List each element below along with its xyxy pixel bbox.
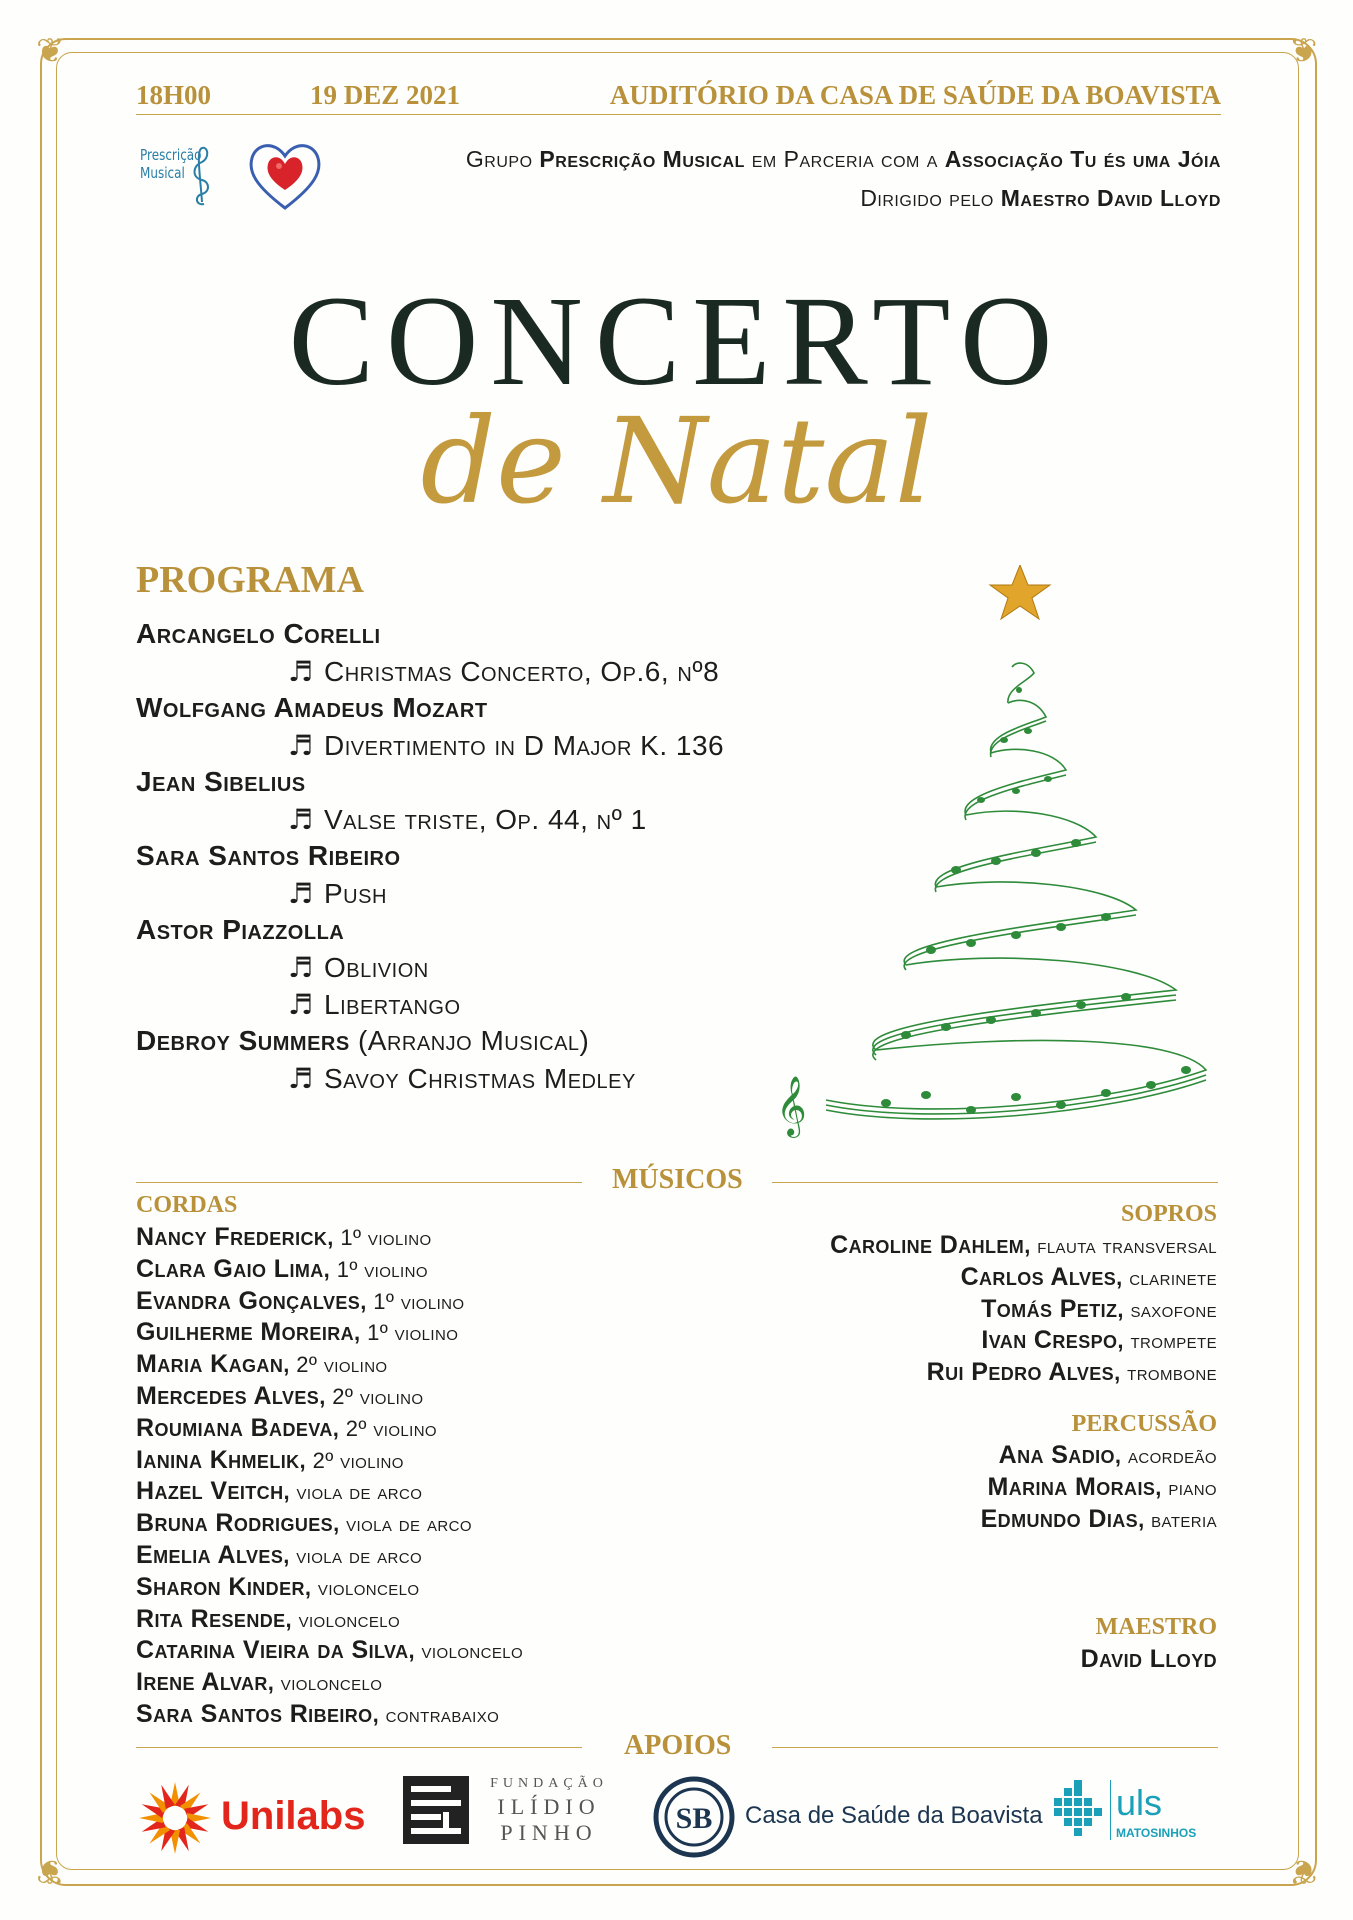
program-work: ♬ Oblivion [288,951,429,984]
prescricao-musical-logo: Prescrição Musical [140,140,210,215]
cordas-list [136,1222,523,1731]
musician-role: viola de arco [346,1511,472,1537]
program-work: ♬ Libertango [288,988,461,1021]
program-heading: PROGRAMA [136,559,364,601]
musician-name: Sara Santos Ribeiro [136,1699,373,1728]
musician-row: Sara Santos Ribeiro, contrabaixo [136,1699,500,1728]
title-main: CONCERTO [288,270,1065,412]
percussao-list [981,1440,1217,1535]
program-composer: Astor Piazzolla [136,914,345,945]
musician-row: Bruna Rodrigues, viola de arco [136,1509,472,1538]
sopros-list [830,1230,1217,1389]
musician-role: viola de arco [296,1479,423,1505]
musician-role: 1º violino [336,1256,428,1282]
musician-role: viola de arco [296,1542,423,1568]
star-icon [990,565,1050,619]
uls-matosinhos-logo [1054,1780,1224,1852]
program-work: ♬ Savoy Christmas Medley [288,1062,636,1095]
casa-saude-wordmark: Casa de Saúde da Boavista [745,1802,1043,1829]
csb-emblem-icon [653,1776,735,1858]
musician-row: Sharon Kinder, violoncelo [136,1572,420,1601]
music-staff-christmas-tree-illustration [776,565,1226,1140]
treble-clef-icon [188,144,216,208]
musician-role: violoncelo [421,1638,524,1664]
credits [466,140,1221,218]
musician-row: Marina Morais, piano [987,1472,1217,1501]
sopros-heading: SOPROS [1120,1201,1217,1227]
divider [136,1182,582,1183]
musician-name: Emelia Alves [136,1540,284,1569]
event-time: 18H00 [136,80,212,110]
cordas-heading: CORDAS [136,1192,238,1218]
musician-name: Roumiana Badeva [136,1413,333,1442]
music-note-icon: ♬ [288,951,314,984]
program-composer: Wolfgang Amadeus Mozart [136,692,488,723]
program-work: ♬ Divertimento in D Major K. 136 [288,729,725,762]
music-note-icon: ♬ [288,877,314,910]
musician-name: Clara Gaio Lima [136,1254,324,1283]
unilabs-sun-icon [137,1780,213,1856]
fundacao-ilidio-pinho-logo: FUNDAÇÃO ILÍDIO PINHO [403,1776,613,1856]
musician-role: 2º violino [332,1383,424,1409]
music-note-icon: ♬ [288,655,314,688]
musician-name: Mercedes Alves [136,1381,320,1410]
unilabs-logo [137,1780,377,1856]
musician-role: violoncelo [280,1670,383,1696]
musician-row: Emelia Alves, viola de arco [136,1540,423,1569]
event-venue: AUDITÓRIO DA CASA DE SAÚDE DA BOAVISTA [609,80,1221,110]
credits-line-2: Dirigido pelo Maestro David Lloyd [860,185,1221,211]
musician-role: 1º violino [367,1320,459,1346]
musician-role: bateria [1151,1506,1217,1532]
uls-pixel-icon [1054,1780,1102,1840]
musician-row: Nancy Frederick, 1º violino [136,1223,432,1251]
musician-row: Rita Resende, violoncelo [136,1604,401,1633]
musician-row: Roumiana Badeva, 2º violino [136,1413,437,1442]
musician-name: Maria Kagan [136,1350,284,1379]
musician-row: Evandra Gonçalves, 1º violino [136,1286,465,1315]
musician-name: Marina Morais [987,1472,1156,1501]
uls-wordmark: uls [1116,1782,1163,1823]
musician-role: piano [1168,1474,1217,1500]
musician-role: clarinete [1129,1264,1217,1290]
program-composer: Jean Sibelius [136,766,306,797]
maestro-name: David Lloyd [1080,1645,1217,1673]
musician-name: Guilherme Moreira [136,1318,355,1347]
program-composer: Debroy Summers (Arranjo Musical) [136,1025,590,1056]
musician-row: Irene Alvar, violoncelo [136,1668,383,1697]
musician-row: Clara Gaio Lima, 1º violino [136,1254,428,1283]
divider [772,1747,1218,1748]
musicians-heading: MÚSICOS [612,1164,743,1195]
program-work: ♬ Push [288,877,387,910]
musician-row: Carlos Alves, clarinete [960,1262,1217,1291]
program-list [136,618,724,1099]
musician-role: 2º violino [296,1352,388,1378]
corner-ornament-icon: ❦ [1288,31,1317,71]
musician-name: Ianina Khmelik [136,1445,300,1474]
musician-role: 1º violino [373,1288,465,1314]
maestro-name-row [1081,1644,1217,1676]
event-date: 19 DEZ 2021 [310,80,461,110]
divider [772,1182,1218,1183]
musician-role: trombone [1127,1360,1217,1386]
musician-role: flauta transversal [1037,1233,1217,1258]
treble-clef-icon: 𝄞 [776,1076,807,1136]
musician-row: Guilherme Moreira, 1º violino [136,1318,459,1347]
title-sub: de Natal [420,392,933,530]
casa-saude-boavista-logo [653,1776,1043,1858]
corner-ornament-icon: ❦ [36,31,65,71]
musician-name: Ivan Crespo [981,1326,1118,1355]
svg-text:SB: SB [675,1802,713,1835]
musician-name: Bruna Rodrigues [136,1509,334,1538]
musician-role: acordeão [1127,1443,1217,1468]
musician-name: Tomás Petiz [981,1294,1118,1323]
music-note-icon: ♬ [288,988,314,1021]
program-work: ♬ Valse triste, Op. 44, nº 1 [288,803,647,836]
musician-row: Ivan Crespo, trompete [981,1326,1217,1355]
musician-name: Rita Resende [136,1604,286,1633]
musician-name: Ana Sadio [998,1441,1115,1469]
program-composer: Sara Santos Ribeiro [136,840,401,871]
musician-row: Mercedes Alves, 2º violino [136,1381,424,1410]
musician-name: Irene Alvar [136,1668,268,1697]
musician-row: Edmundo Dias, bateria [980,1504,1217,1533]
musician-name: Hazel Veitch [136,1477,284,1506]
musician-role: violoncelo [317,1574,420,1600]
music-note-icon: ♬ [288,803,314,836]
musician-name: Rui Pedro Alves [926,1358,1115,1387]
musician-role: contrabaixo [385,1701,500,1727]
musician-name: Evandra Gonçalves [136,1286,361,1315]
musician-row: Caroline Dahlem, flauta transversal [830,1231,1217,1259]
event-info-bar [136,78,1221,115]
corner-ornament-icon: ❦ [1288,1851,1317,1891]
musician-role: trompete [1130,1328,1217,1354]
musician-role: saxofone [1130,1296,1217,1322]
apoios-heading: APOIOS [624,1730,732,1761]
credits-line-1: Grupo Prescrição Musical em Parceria com a Associação Tu és uma Jóia [465,146,1221,172]
program-composer: Arcangelo Corelli [136,618,381,649]
musician-row: Ianina Khmelik, 2º violino [136,1445,404,1474]
musician-name: Carlos Alves [960,1262,1117,1291]
musician-role: 2º violino [345,1415,437,1441]
maestro-heading: MAESTRO [1095,1614,1217,1640]
fip-mark-icon [403,1776,469,1844]
musician-name: Caroline Dahlem [830,1231,1025,1259]
musician-role: 2º violino [312,1447,404,1473]
musician-role: 1º violino [340,1225,432,1250]
musician-name: Nancy Frederick [136,1223,328,1251]
musician-role: violoncelo [298,1606,401,1632]
musician-name: Catarina Vieira da Silva [136,1636,409,1665]
divider [136,1747,582,1748]
musician-name: Edmundo Dias [980,1504,1139,1533]
musician-row: Rui Pedro Alves, trombone [926,1358,1217,1387]
percussao-heading: PERCUSSÃO [1071,1411,1217,1437]
musician-row: Catarina Vieira da Silva, violoncelo [136,1636,524,1665]
musician-row: Hazel Veitch, viola de arco [136,1477,423,1506]
musician-row: Ana Sadio, acordeão [998,1441,1217,1469]
music-note-icon: ♬ [288,729,314,762]
musician-row: Maria Kagan, 2º violino [136,1350,388,1379]
uls-subtitle: MATOSINHOS [1116,1826,1197,1840]
unilabs-wordmark: Unilabs [221,1794,366,1838]
music-note-icon: ♬ [288,1062,314,1095]
musician-name: Sharon Kinder [136,1572,305,1601]
program-work: ♬ Christmas Concerto, Op.6, nº8 [288,655,720,688]
musician-row: Tomás Petiz, saxofone [981,1294,1217,1323]
heart-logo-icon [246,138,324,214]
corner-ornament-icon: ❦ [36,1851,65,1891]
